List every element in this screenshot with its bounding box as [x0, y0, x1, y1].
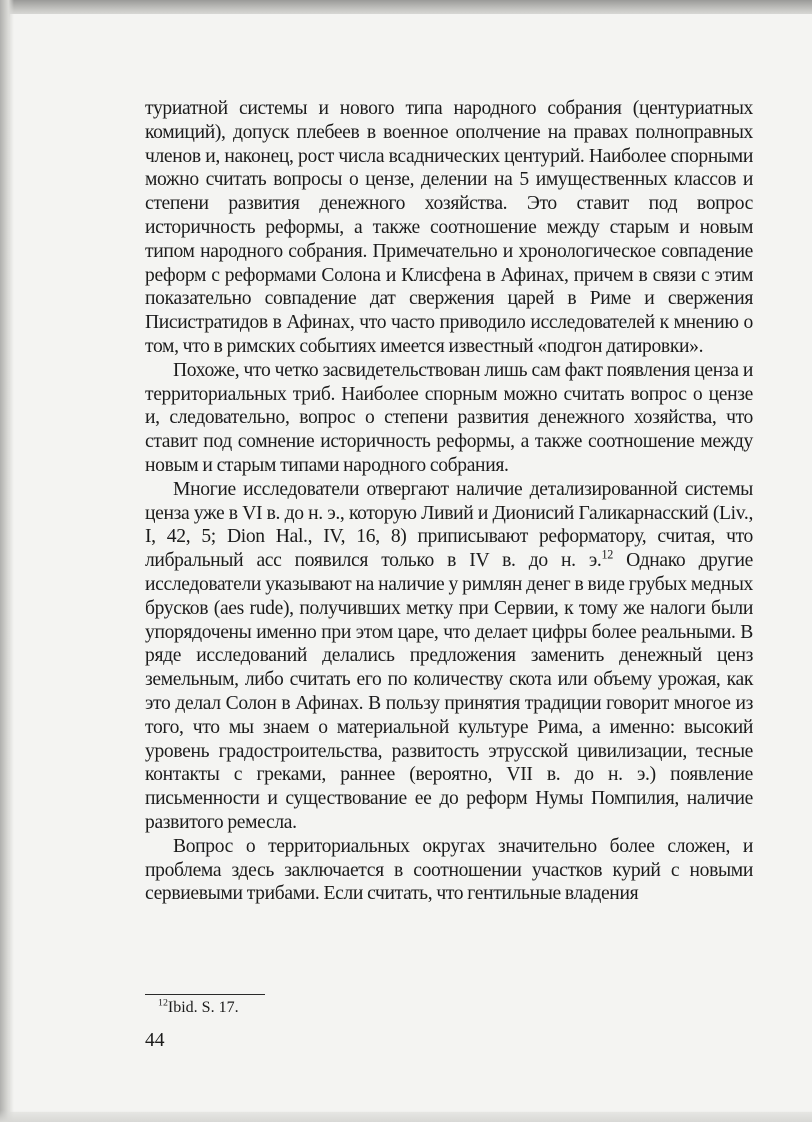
scan-left-shadow: [0, 0, 14, 1122]
paragraph-3: [145, 478, 753, 835]
footnote-text: Ibid. S. 17.: [167, 999, 239, 1016]
paragraph-1: туриатной системы и нового типа народного собрания (центуриатных комиций), допуск плебеев в военное ополчение на правах полноправных членов и, наконец, рост числа всаднических центурий. Наиболее спорными можно считать вопросы о цензе, делении на 5 имущественных классов и степени развития денежного хозяйства. Это ставит под вопрос историчность реформы, а также соотношение между старым и новым типом народного собрания. Примечательно и хронологическое совпадение реформ с реформами Солона и Клисфена в Афинах, причем в связи с этим показательно совпадение дат свержения царей в Риме и свержения Писистратидов в Афинах, что часто приводило исследователей к мнению о том, что в римских событиях имеется известный «подгон датировки».: [145, 98, 753, 357]
footnote-divider: [145, 994, 265, 995]
paragraph-3-part-1: Многие исследователи отвергают наличие детализированной системы ценза уже в VI в. до н. э., которую Ливий и Дионисий Галикарнасский (Liv., I, 42, 5; Dion Hal., IV, 16, 8) приписывают реформатору, считая, что либральный асс появился только в IV в. до н. э.: [145, 478, 753, 572]
scan-bottom-edge: [0, 1110, 812, 1122]
footnote-reference: 12: [601, 547, 613, 562]
paragraph-2: Похоже, что четко засвидетельствован лишь сам факт появления ценза и территориальных триб. Наиболее спорным можно считать вопрос о цензе и, следовательно, вопрос о степени развития денежного хозяйства, что ставит под сомнение историчность реформы, а также соотношение между новым и старым типами народного собрания.: [145, 359, 753, 476]
paragraph-3-part-2: Однако другие исследователи указывают на наличие у римлян денег в виде грубых медных брусков (aes rude), получивших метку при Сервии, к тому же налоги были упорядочены именно при этом царе, что делает цифры более реальными. В ряде исследований делались предложения заменить денежный ценз земельным, либо считать его по количеству скота или объему урожая, как это делал Солон в Афинах. В пользу принятия традиции говорит многое из того, что мы знаем о материальной культуре Рима, а именно: высокий уровень градостроительства, развитость этрусской цивилизации, тесные контакты с греками, раннее (вероятно, VII в. до н. э.) появление письменности и существование ее до реформ Нумы Помпилия, наличие развитого ремесла.: [145, 550, 753, 833]
page-number: 44: [145, 1030, 165, 1051]
body-text: [145, 97, 753, 906]
footnote-mark: 12: [158, 997, 168, 1009]
paragraph-4: Вопрос о территориальных округах значительно более сложен, и проблема здесь заключается в соотношении участков курий с новыми сервиевыми трибами. Если считать, что гентильные владения: [145, 835, 753, 905]
footnote: [158, 998, 239, 1018]
